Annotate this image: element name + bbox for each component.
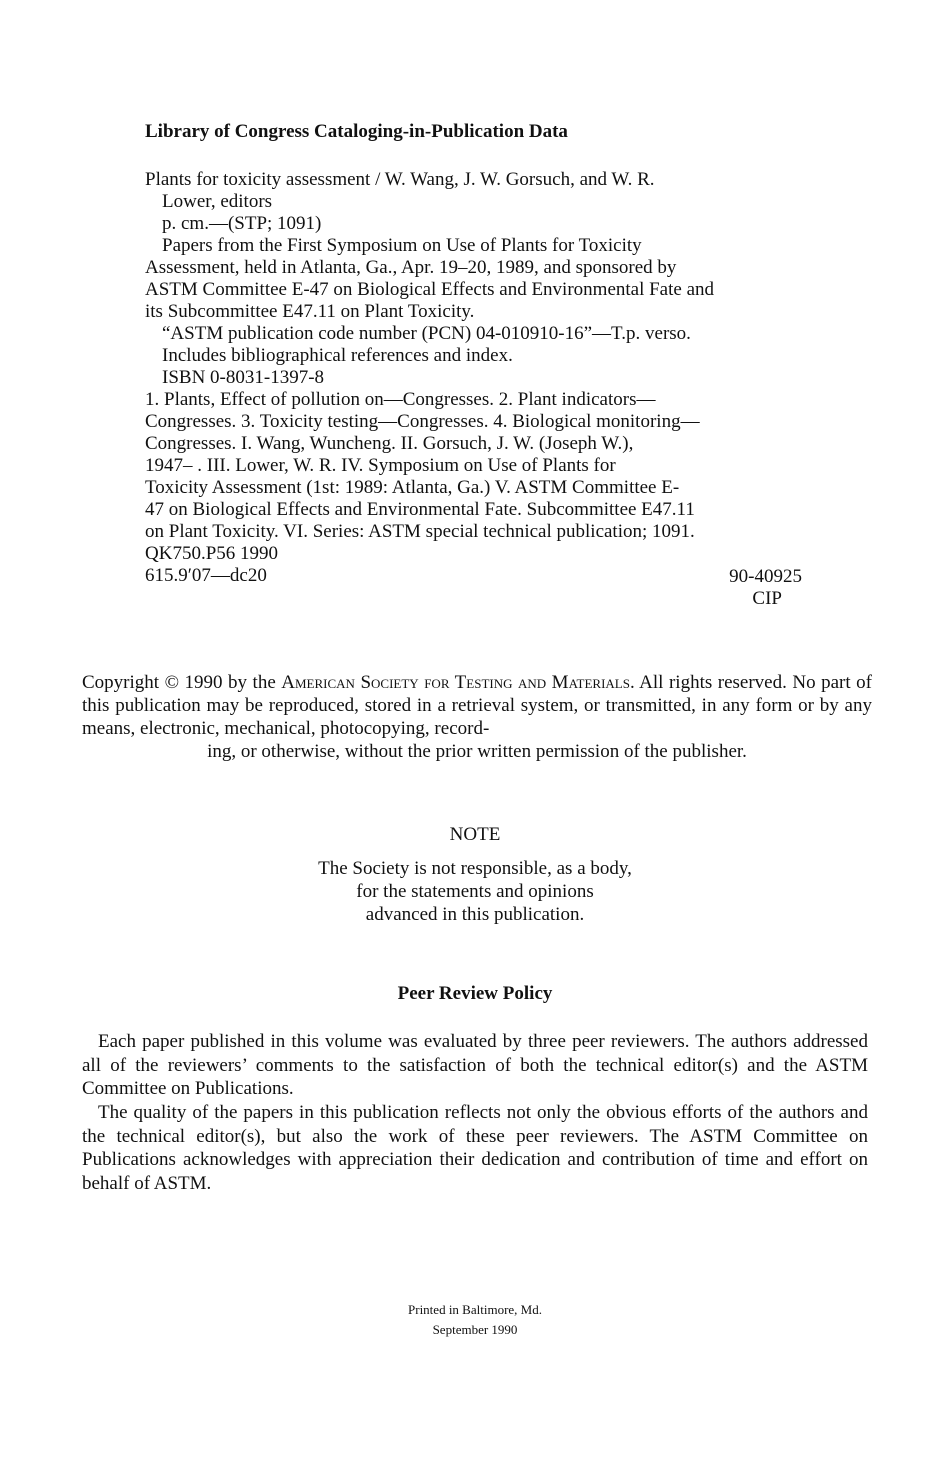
cip-line: on Plant Toxicity. VI. Series: ASTM special technical publication; 1091.	[145, 521, 695, 542]
copyright-notice	[82, 671, 872, 763]
copyright-society: American Society for Testing and Materials	[281, 672, 630, 693]
cip-line: Lower, editors	[162, 191, 273, 212]
cip-line: its Subcommittee E47.11 on Plant Toxicity.	[145, 301, 475, 322]
cip-heading: Library of Congress Cataloging-in-Publication Data	[145, 121, 568, 142]
copyright-last-line: ing, or otherwise, without the prior written permission of the publisher.	[207, 741, 747, 762]
cip-line: Papers from the First Symposium on Use of Plants for Toxicity	[162, 235, 642, 256]
cip-line: Congresses. I. Wang, Wuncheng. II. Gorsuch, J. W. (Joseph W.),	[145, 433, 634, 454]
peer-review-title: Peer Review Policy	[397, 983, 553, 1004]
cip-line: Plants for toxicity assessment / W. Wang, J. W. Gorsuch, and W. R.	[145, 169, 655, 190]
cip-line: “ASTM publication code number (PCN) 04-010910-16”—T.p. verso.	[162, 323, 691, 344]
cip-line: Includes bibliographical references and index.	[162, 345, 513, 366]
imprint-date: September 1990	[432, 1322, 518, 1337]
cip-line: 1. Plants, Effect of pollution on—Congresses. 2. Plant indicators—	[145, 389, 656, 410]
cip-line: 1947– . III. Lower, W. R. IV. Symposium on Use of Plants for	[145, 455, 616, 476]
note-line: The Society is not responsible, as a body,	[318, 858, 632, 879]
cip-line: p. cm.—(STP; 1091)	[162, 213, 322, 234]
copyright-prefix: Copyright © 1990 by the	[82, 672, 282, 693]
cip-line: QK750.P56 1990	[145, 543, 279, 564]
imprint-place: Printed in Baltimore, Md.	[408, 1302, 542, 1317]
cip-line: ISBN 0-8031-1397-8	[162, 367, 325, 388]
cip-line: ASTM Committee E-47 on Biological Effects and Environmental Fate and	[145, 279, 715, 300]
cip-line: Congresses. 3. Toxicity testing—Congresses. 4. Biological monitoring—	[145, 411, 700, 432]
peer-review-paragraph: The quality of the papers in this publication reflects not only the obvious efforts of the authors and the technical editor(s), but also the work of these peer reviewers. The ASTM Committee on Publications acknowledges with appreciation their dedication and contribution of time and effort on behalf of ASTM.	[82, 1102, 868, 1194]
cip-label: CIP	[752, 588, 782, 609]
lccn-number: 90-40925	[729, 566, 802, 587]
cip-line: 615.9′07—dc20	[145, 565, 267, 586]
cip-line: Assessment, held in Atlanta, Ga., Apr. 19–20, 1989, and sponsored by	[145, 257, 677, 278]
note-title: NOTE	[449, 824, 501, 845]
note-line: advanced in this publication.	[365, 904, 585, 925]
peer-review-paragraph: Each paper published in this volume was evaluated by three peer reviewers. The authors addressed all of the reviewers’ comments to the satisfaction of both the technical editor(s) and the ASTM Committee on Publications.	[82, 1031, 868, 1099]
copyright-body: . All rights reserved. No part of this publication may be reproduced, stored in a retrieval system, or transmitted, in any form or by any means, electronic, mechanical, photocopying, record-	[82, 672, 872, 739]
cip-line: 47 on Biological Effects and Environmental Fate. Subcommittee E47.11	[145, 499, 695, 520]
note-line: for the statements and opinions	[356, 881, 594, 902]
cip-line: Toxicity Assessment (1st: 1989: Atlanta, Ga.) V. ASTM Committee E-	[145, 477, 680, 498]
